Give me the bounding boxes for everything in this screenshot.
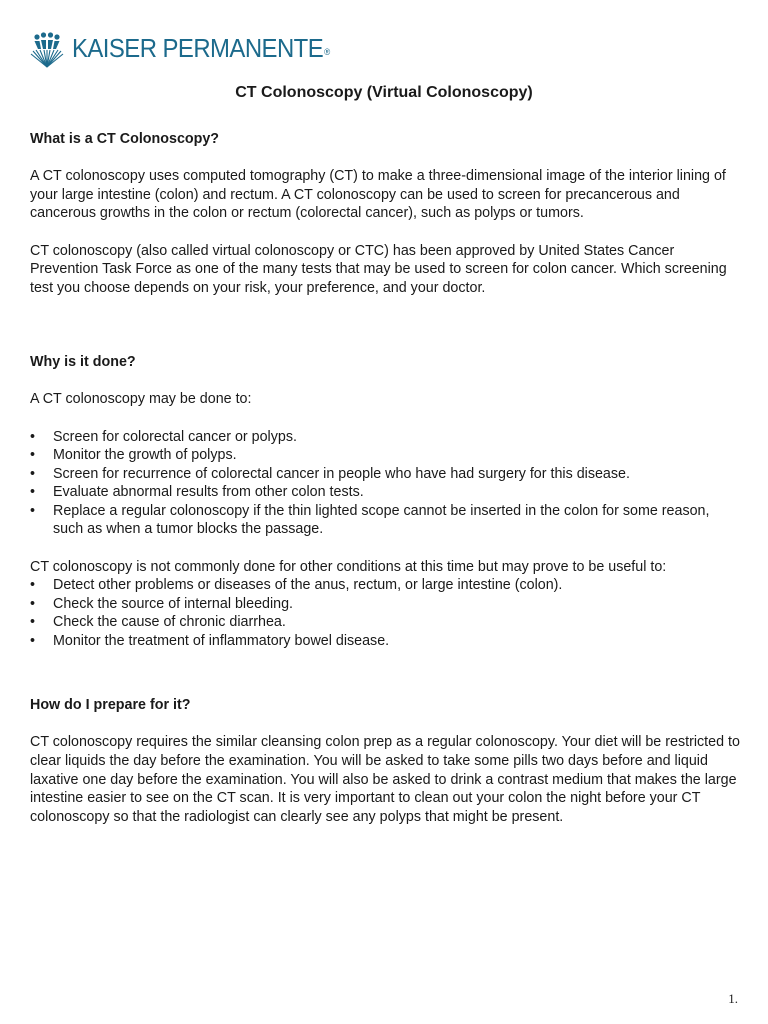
bullet: • — [30, 502, 36, 519]
list-item: • Screen for recurrence of colorectal cancer in people who have had surgery for this disease. — [30, 465, 630, 482]
page-number: 1. — [728, 991, 738, 1006]
section-heading-prepare: How do I prepare for it? — [30, 697, 191, 714]
bullet: • — [30, 428, 36, 445]
kaiser-permanente-logo — [30, 30, 352, 70]
prepare-paragraph: CT colonoscopy requires the similar cleansing colon prep as a regular colonoscopy. Your diet will be restricted to clear liquids the day before the examination. You will be asked to take some pills two days before and liquid laxative one day before the examination. You will also be asked to drink a contrast medium that makes the large intestine easier to see on the CT scan. It is very important to clean out your colon the night before your CT colonoscopy so that the radiologist can clearly see any polyps that might be present. — [30, 734, 740, 825]
registered-mark: ® — [324, 47, 330, 57]
what-paragraph-1: A CT colonoscopy uses computed tomography (CT) to make a three-dimensional image of the interior lining of your large intestine (colon) and rectum. A CT colonoscopy can be used to screen for precancerous and cancerous growths in the colon or rectum (colorectal cancer), such as polyps or tumors. — [30, 168, 726, 222]
list-item: • Monitor the growth of polyps. — [30, 447, 237, 464]
other-uses-list — [30, 576, 742, 650]
list-item: • Screen for colorectal cancer or polyps. — [30, 428, 297, 445]
bullet: • — [30, 447, 36, 464]
list-item: • Check the source of internal bleeding. — [30, 595, 294, 612]
bullet: • — [30, 484, 36, 501]
reasons-list — [30, 428, 742, 540]
document-body — [30, 130, 742, 826]
bullet: • — [30, 465, 36, 482]
other-uses-intro: CT colonoscopy is not commonly done for other conditions at this time but may prove to be useful to: — [30, 558, 667, 575]
logo-wordmark: KAISER PERMANENTE® — [72, 33, 330, 63]
list-item: • Evaluate abnormal results from other colon tests. — [30, 484, 364, 501]
section-heading-what: What is a CT Colonoscopy? — [30, 131, 220, 147]
bullet: • — [30, 577, 36, 594]
why-intro: A CT colonoscopy may be done to: — [30, 391, 252, 408]
bullet: • — [30, 633, 36, 650]
bullet: • — [30, 595, 36, 612]
list-item: • Replace a regular colonoscopy if the thin lighted scope cannot be inserted in the colon for some reason, such as when a tumor blocks the passage. — [30, 502, 710, 538]
document-title: CT Colonoscopy (Virtual Colonoscopy) — [235, 84, 533, 101]
what-paragraph-2: CT colonoscopy (also called virtual colonoscopy or CTC) has been approved by United States Cancer Prevention Task Force as one of the many tests that may be used to screen for colon cancer. Which screening test you choose depends on your risk, your preference, and your doctor. — [30, 242, 727, 296]
list-item: • Monitor the treatment of inflammatory bowel disease. — [30, 633, 390, 650]
bullet: • — [30, 614, 36, 631]
section-heading-why: Why is it done? — [30, 354, 136, 371]
kaiser-permanente-symbol-icon — [30, 31, 66, 69]
list-item: • Detect other problems or diseases of the anus, rectum, or large intestine (colon). — [30, 577, 563, 594]
list-item: • Check the cause of chronic diarrhea. — [30, 614, 286, 631]
